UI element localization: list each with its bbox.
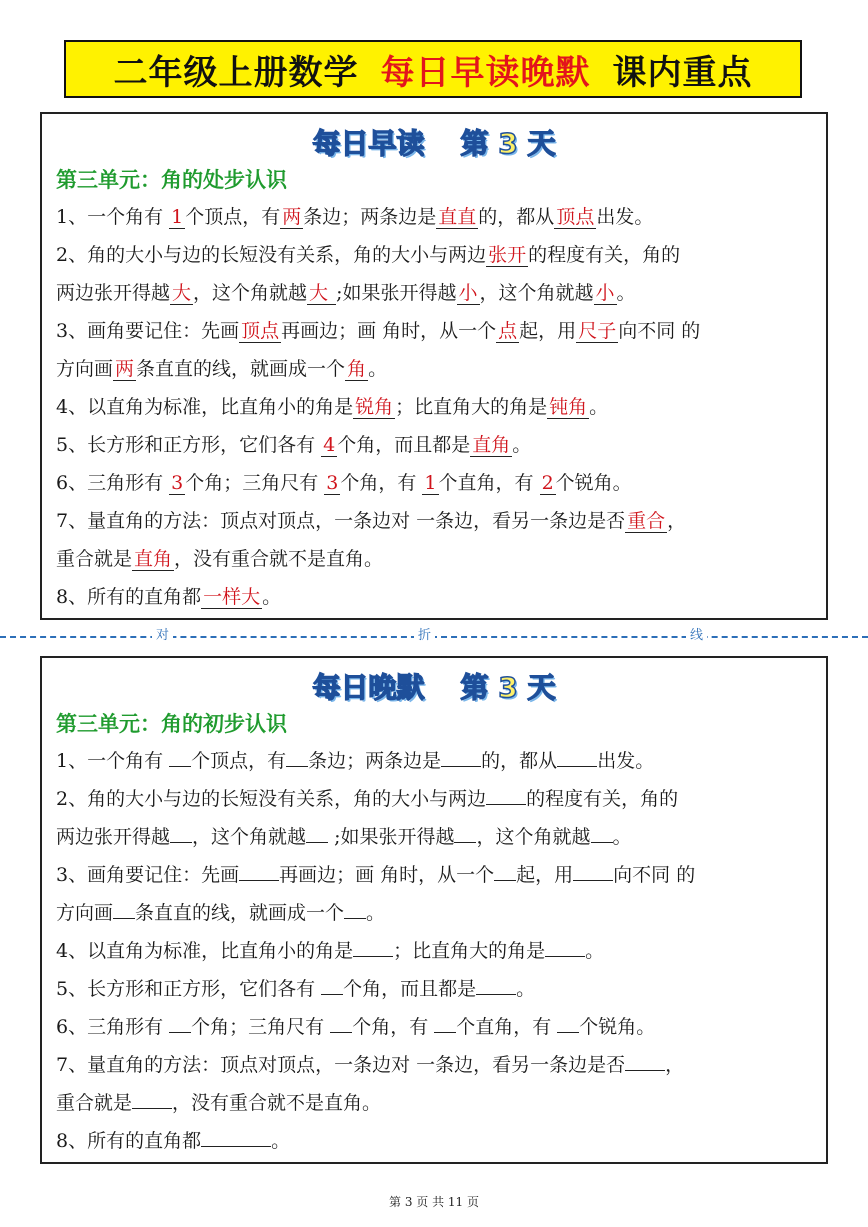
line-text: 。 <box>585 940 605 962</box>
text-line <box>56 578 816 616</box>
title-daily-reading: 每日早读晚默 <box>380 52 591 93</box>
evening-unit-title: 第三单元：角的初步认识 <box>56 712 287 736</box>
text-line <box>56 198 816 236</box>
fill-blank <box>573 858 613 881</box>
fill-blank <box>344 896 366 919</box>
line-text: 个角；三角尺有 <box>191 1016 331 1038</box>
answer-text: 小 <box>458 282 478 304</box>
text-line <box>56 312 816 350</box>
fill-blank <box>132 1086 172 1109</box>
line-text: 1、一个角有 <box>56 206 170 228</box>
answer-text: 锐角 <box>355 396 394 418</box>
fill-blank <box>239 858 279 881</box>
fill-blank <box>330 1010 352 1033</box>
line-text: 的，都从 <box>478 206 555 228</box>
morning-reading-panel <box>40 112 828 620</box>
text-line <box>56 426 816 464</box>
line-text: ，这个角就越 <box>192 826 307 848</box>
line-text: 个角，而且都是 <box>337 434 471 456</box>
morning-heading <box>42 122 826 162</box>
fill-blank <box>557 744 597 767</box>
answer-text: 大 <box>309 282 335 304</box>
text-line <box>56 350 816 388</box>
answer-text: 顶点 <box>556 206 595 228</box>
line-text: ；比直角大的角是 <box>393 940 546 962</box>
line-text: 。 <box>366 902 386 924</box>
line-text: 起，用 <box>519 320 577 342</box>
line-text: 个顶点，有 <box>185 206 281 228</box>
text-line <box>56 970 816 1008</box>
line-text: 个锐角。 <box>579 1016 656 1038</box>
answer-text: 小 <box>595 282 615 304</box>
fill-blank <box>321 972 343 995</box>
fill-blank <box>169 1010 191 1033</box>
text-line <box>56 236 816 274</box>
line-text: ;如果张开得越 <box>336 282 457 304</box>
fill-blank <box>486 782 526 805</box>
answer-text: 3 <box>171 472 184 494</box>
answer-text: 重合 <box>627 510 666 532</box>
line-text: 的程度有关，角的 <box>528 244 681 266</box>
fill-blank <box>454 820 476 843</box>
line-text: ，没有重合就不是直角。 <box>172 1092 382 1114</box>
answer-text: 两 <box>115 358 135 380</box>
line-text: 7、量直角的方法：顶点对顶点，一条边对 一条边，看另一条边是否 <box>56 510 626 532</box>
line-text: ，这个角就越 <box>193 282 308 304</box>
line-text: 8、所有的直角都 <box>56 586 202 608</box>
morning-lines <box>56 198 816 616</box>
line-text: 向不同 的 <box>613 864 696 886</box>
line-text: 个角，而且都是 <box>343 978 477 1000</box>
text-line <box>56 540 816 578</box>
line-text: 4、以直角为标准，比直角小的角是 <box>56 940 354 962</box>
line-text: 。 <box>589 396 609 418</box>
line-text: ;如果张开得越 <box>328 826 455 848</box>
line-text: 个顶点，有 <box>191 750 287 772</box>
answer-text: 尺子 <box>578 320 617 342</box>
fill-blank <box>113 896 135 919</box>
fill-blank <box>169 744 191 767</box>
text-line <box>56 894 816 932</box>
line-text: 重合就是 <box>56 548 133 570</box>
line-text: 个角，有 <box>340 472 423 494</box>
answer-text: 角 <box>347 358 367 380</box>
line-text: 向不同 的 <box>618 320 701 342</box>
line-text: 。 <box>516 978 536 1000</box>
line-text: 条直直的线，就画成一个 <box>135 902 345 924</box>
line-text: 方向画 <box>56 358 114 380</box>
line-text: 条边；两条边是 <box>303 206 437 228</box>
line-text: ，这个角就越 <box>479 282 594 304</box>
line-text: ，这个角就越 <box>476 826 591 848</box>
line-text: ；比直角大的角是 <box>395 396 548 418</box>
line-text: 2、角的大小与边的长短没有关系，角的大小与两边 <box>56 244 487 266</box>
line-text: 6、三角形有 <box>56 472 170 494</box>
line-text: 。 <box>262 586 282 608</box>
text-line <box>56 1122 816 1160</box>
answer-text: 一样大 <box>203 586 261 608</box>
line-text: 个直角，有 <box>438 472 540 494</box>
fill-blank <box>286 744 308 767</box>
fold-char: 对 <box>152 627 173 645</box>
answer-text: 大 <box>172 282 192 304</box>
line-text: 3、画角要记住：先画 <box>56 320 240 342</box>
line-text: 5、长方形和正方形，它们各有 <box>56 978 322 1000</box>
fold-line <box>0 627 868 647</box>
fold-char: 线 <box>686 627 707 645</box>
line-text: 再画边；画 角时，从一个 <box>281 320 497 342</box>
title-key-points: 课内重点 <box>612 52 753 93</box>
line-text: 两边张开得越 <box>56 282 171 304</box>
fill-blank <box>353 934 393 957</box>
answer-text: 3 <box>326 472 339 494</box>
evening-lines <box>56 742 816 1160</box>
line-text: 。 <box>612 826 632 848</box>
answer-text: 顶点 <box>241 320 280 342</box>
morning-unit-title: 第三单元：角的处步认识 <box>56 168 287 192</box>
fill-blank <box>306 820 328 843</box>
page-number: 第 3 页 共 11 页 <box>389 1195 479 1209</box>
line-text: 再画边；画 角时，从一个 <box>279 864 495 886</box>
fill-blank <box>557 1010 579 1033</box>
answer-text: 直角 <box>472 434 511 456</box>
morning-heading-label: 每日早读 <box>312 127 425 160</box>
line-text: 两边张开得越 <box>56 826 171 848</box>
text-line <box>56 780 816 818</box>
text-line <box>56 742 816 780</box>
line-text: 1、一个角有 <box>56 750 170 772</box>
answer-text: 2 <box>541 472 554 494</box>
answer-text: 两 <box>282 206 302 228</box>
answer-text: 直直 <box>438 206 477 228</box>
fill-blank <box>476 972 516 995</box>
title-banner <box>64 40 802 98</box>
line-text: ， <box>667 510 687 532</box>
line-text: ， <box>665 1054 685 1076</box>
line-text: 的程度有关，角的 <box>526 788 679 810</box>
text-line <box>56 1046 816 1084</box>
fill-blank <box>591 820 613 843</box>
line-text: 8、所有的直角都 <box>56 1130 202 1152</box>
answer-text: 4 <box>323 434 336 456</box>
text-line <box>56 1008 816 1046</box>
answer-text: 钝角 <box>549 396 588 418</box>
line-text: 。 <box>271 1130 291 1152</box>
line-text: 个锐角。 <box>555 472 632 494</box>
line-text: 出发。 <box>596 206 654 228</box>
line-text: 个角，有 <box>352 1016 435 1038</box>
line-text: 4、以直角为标准，比直角小的角是 <box>56 396 354 418</box>
line-text: 重合就是 <box>56 1092 133 1114</box>
title-grade: 二年级上册数学 <box>113 52 359 93</box>
text-line <box>56 274 816 312</box>
evening-heading-day: 第 3 天 <box>460 671 556 704</box>
fold-char: 折 <box>414 627 435 645</box>
text-line <box>56 932 816 970</box>
evening-dictation-panel <box>40 656 828 1164</box>
line-text: 。 <box>512 434 532 456</box>
fill-blank <box>170 820 192 843</box>
line-text: 出发。 <box>597 750 655 772</box>
answer-text: 点 <box>498 320 518 342</box>
text-line <box>56 1084 816 1122</box>
text-line <box>56 502 816 540</box>
text-line <box>56 856 816 894</box>
answer-text: 直角 <box>134 548 173 570</box>
answer-text: 张开 <box>488 244 527 266</box>
line-text: 2、角的大小与边的长短没有关系，角的大小与两边 <box>56 788 487 810</box>
answer-text: 1 <box>424 472 437 494</box>
fill-blank <box>494 858 516 881</box>
fill-blank <box>625 1048 665 1071</box>
fill-blank <box>441 744 481 767</box>
morning-heading-day: 第 3 天 <box>460 127 556 160</box>
line-text: 个角；三角尺有 <box>185 472 325 494</box>
evening-heading-label: 每日晚默 <box>312 671 425 704</box>
line-text: 。 <box>368 358 388 380</box>
line-text: ，没有重合就不是直角。 <box>174 548 384 570</box>
fill-blank <box>545 934 585 957</box>
text-line <box>56 818 816 856</box>
text-line <box>56 464 816 502</box>
line-text: 7、量直角的方法：顶点对顶点，一条边对 一条边，看另一条边是否 <box>56 1054 626 1076</box>
fill-blank <box>434 1010 456 1033</box>
answer-text: 1 <box>171 206 184 228</box>
line-text: 6、三角形有 <box>56 1016 170 1038</box>
fill-blank <box>201 1124 271 1147</box>
line-text: 3、画角要记住：先画 <box>56 864 240 886</box>
line-text: 方向画 <box>56 902 114 924</box>
line-text: 的，都从 <box>481 750 558 772</box>
line-text: 个直角，有 <box>456 1016 558 1038</box>
line-text: 。 <box>616 282 636 304</box>
line-text: 5、长方形和正方形，它们各有 <box>56 434 322 456</box>
text-line <box>56 388 816 426</box>
evening-heading <box>42 666 826 706</box>
line-text: 条直直的线，就画成一个 <box>136 358 346 380</box>
line-text: 起，用 <box>516 864 574 886</box>
line-text: 条边；两条边是 <box>308 750 442 772</box>
